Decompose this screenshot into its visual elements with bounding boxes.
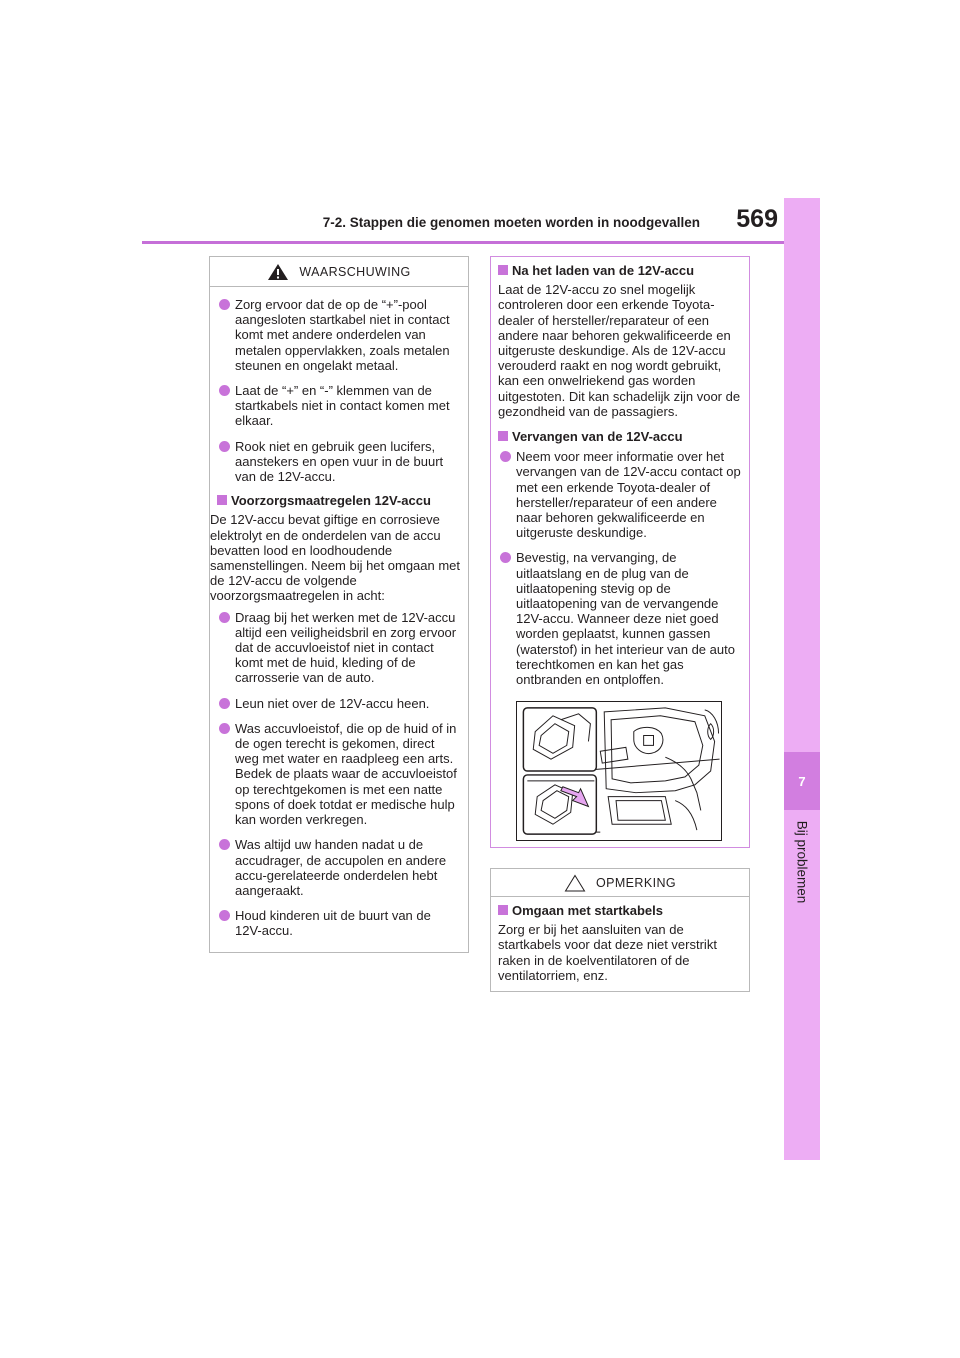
list-item: Neem voor meer informatie over het vervangen van de 12V-accu contact op met een erkende Toyota-dealer of hersteller/reparateur of een andere naar behoren gekwalificeerde en uitgeruste deskundige. <box>498 449 742 540</box>
list-item: Leun niet over de 12V-accu heen. <box>217 696 461 711</box>
note-box-header <box>491 869 749 897</box>
heading-square-icon <box>498 905 508 915</box>
section-heading: Voorzorgsmaatregelen 12V-accu <box>217 493 461 508</box>
bullet-dot-icon <box>219 612 230 623</box>
section-paragraph: Laat de 12V-accu zo snel mogelijk controleren door een erkende Toyota-dealer of hersteller/reparateur of een andere naar behoren gekwalificeerde en uitgeruste deskundige. Als de 12V-accu verouderd raakt en nog wordt gebruikt, kan een onwelriekend gas worden uitgestoten. Dit kan schadelijk zijn voor de gezondheid van de passagiers. <box>498 282 741 419</box>
bullet-dot-icon <box>500 451 511 462</box>
bullet-dot-icon <box>219 698 230 709</box>
warning-box-body <box>210 297 468 939</box>
chapter-label: Bij problemen <box>794 820 810 904</box>
warning-box <box>209 256 469 953</box>
warning-box-header <box>210 257 468 287</box>
battery-exhaust-illustration <box>516 701 722 841</box>
section-paragraph: Zorg er bij het aansluiten van de startkabels voor dat deze niet verstrikt raken in de koelventilatoren of de ventilatorriem, enz. <box>498 922 717 983</box>
section-heading: Na het laden van de 12V-accu <box>498 263 742 278</box>
info-box <box>490 256 750 848</box>
list-item: Zorg ervoor dat de op de “+”-pool aangesloten startkabel niet in contact komt met andere onderdelen van metalen oppervlakken, zoals metalen steunen en ongelakt metaal. <box>217 297 461 373</box>
note-box <box>490 868 750 992</box>
section-paragraph: De 12V-accu bevat giftige en corrosieve elektrolyt en de onderdelen van de accu bevatten lood en loodhoudende samenstellingen. Neem bij het omgaan met de 12V-accu de volgende voorzorgsmaatregelen in acht: <box>210 512 461 604</box>
heading-square-icon <box>498 431 508 441</box>
caution-triangle-icon <box>564 874 586 892</box>
list-item: Was altijd uw handen nadat u de accudrager, de accupolen en andere accu-gerelateerde onderdelen hebt aangeraakt. <box>217 837 461 898</box>
bullet-dot-icon <box>219 385 230 396</box>
note-box-body <box>491 903 749 983</box>
warning-triangle-icon <box>267 263 289 281</box>
info-box-body <box>491 263 749 846</box>
list-item: Houd kinderen uit de buurt van de 12V-accu. <box>217 908 461 938</box>
list-item: Laat de “+” en “-” klemmen van de startkabels niet in contact komen met elkaar. <box>217 383 461 429</box>
heading-square-icon <box>498 265 508 275</box>
bullet-dot-icon <box>219 723 230 734</box>
list-item: Rook niet en gebruik geen lucifers, aanstekers en open vuur in de buurt van de 12V-accu. <box>217 439 461 485</box>
chapter-side-strip <box>784 198 820 1160</box>
chapter-number: 7 <box>798 773 806 789</box>
list-item: Draag bij het werken met de 12V-accu altijd een veiligheidsbril en zorg ervoor dat de accuvloeistof niet in contact komt met de huid, kleding of de carrosserie van de auto. <box>217 610 461 686</box>
bullet-dot-icon <box>219 839 230 850</box>
list-item: Bevestig, na vervanging, de uitlaatslang en de plug van de uitlaatopening stevig op de uitlaatopening van de vervangende 12V-accu. Wanneer deze niet goed worden geplaatst, kunnen gassen (waterstof) in het interieur van de auto terechtkomen en kan het gas ontbranden en ontploffen. <box>498 550 742 687</box>
page-number: 569 <box>736 205 778 233</box>
header-divider <box>142 241 784 244</box>
section-heading: Omgaan met startkabels <box>498 903 742 918</box>
note-box-title: OPMERKING <box>596 875 676 890</box>
bullet-dot-icon <box>500 552 511 563</box>
bullet-dot-icon <box>219 299 230 310</box>
warning-box-title: WAARSCHUWING <box>299 264 411 279</box>
bullet-dot-icon <box>219 441 230 452</box>
list-item: Was accuvloeistof, die op de huid of in de ogen terecht is gekomen, direct weg met water en raadpleeg een arts. Bedek de plaats waar de accuvloeistof op terechtgekomen is met een natte spons of doek totdat er medische hulp kan worden verkregen. <box>217 721 461 827</box>
chapter-number-tab[interactable] <box>784 752 820 810</box>
section-heading: Vervangen van de 12V-accu <box>498 429 742 444</box>
section-header-title: 7-2. Stappen die genomen moeten worden in noodgevallen <box>322 215 700 230</box>
bullet-dot-icon <box>219 910 230 921</box>
heading-square-icon <box>217 495 227 505</box>
